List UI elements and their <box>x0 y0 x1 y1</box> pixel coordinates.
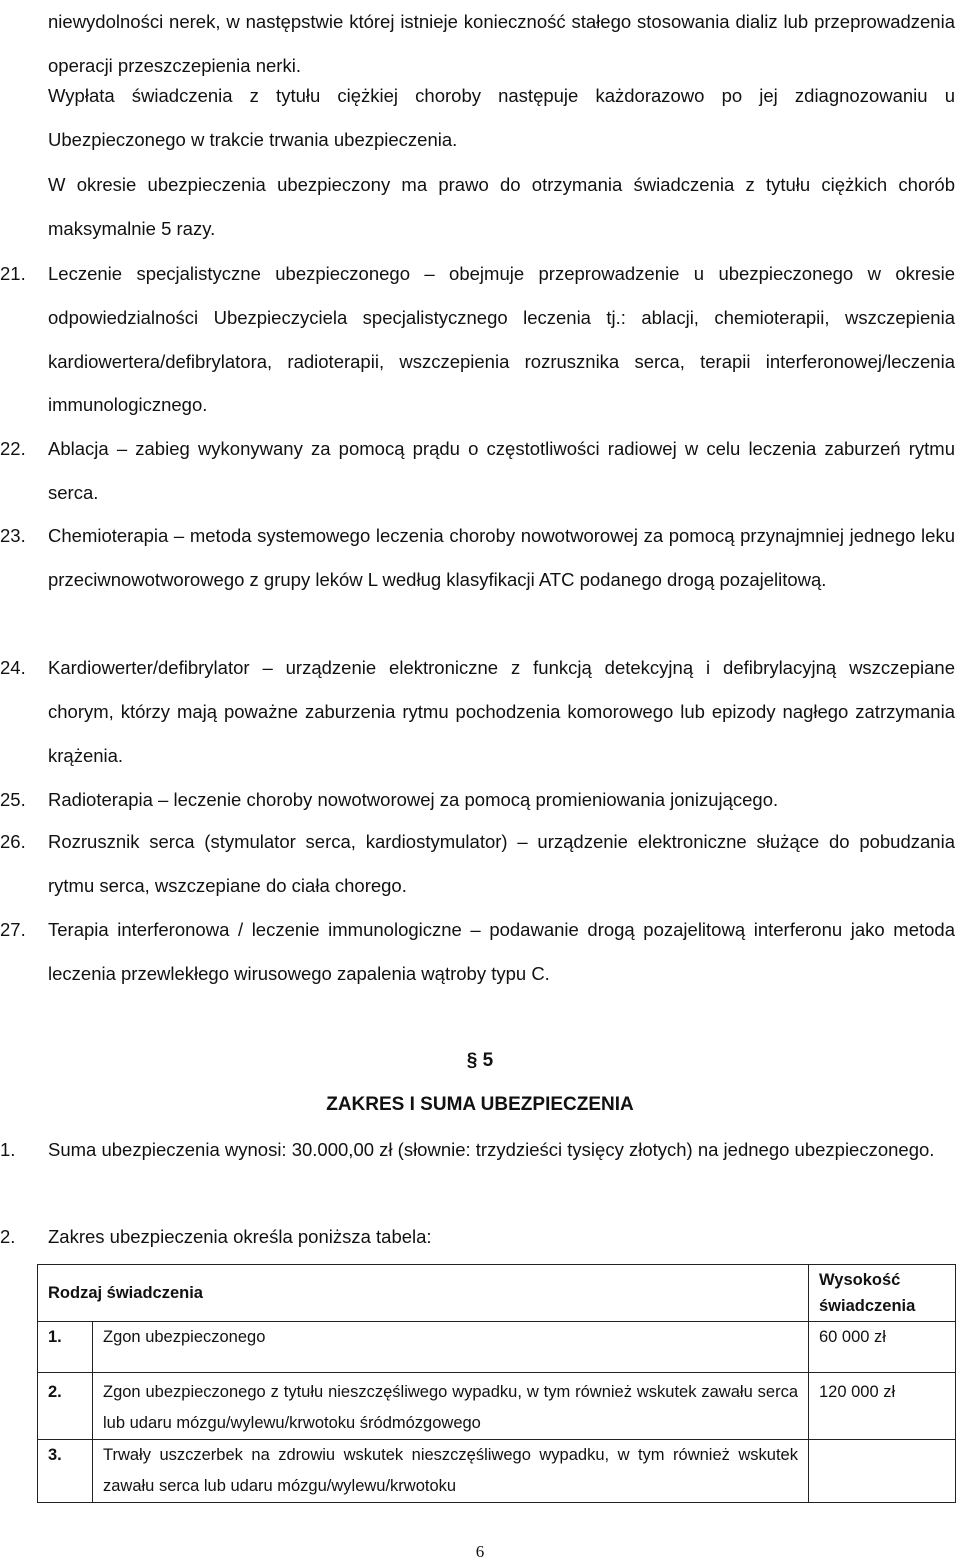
row-description: Zgon ubezpieczonego z tytułu nieszczęśliwego wypadku, w tym również wskutek zawału serca lub udaru mózgu/wylewu/krwotoku śródmózgowego <box>93 1373 809 1440</box>
section-item-text: Zakres ubezpieczenia określa poniższa tabela: <box>48 1226 432 1247</box>
definition-text: Chemioterapia – metoda systemowego leczenia choroby nowotworowej za pomocą przynajmniej jednego leku przeciwnowotworowego z grupy leków L według klasyfikacji ATC podanego drogą pozajelitową. <box>48 525 955 590</box>
section-item-number: 2. <box>0 1226 16 1247</box>
definition-number: 26. <box>0 831 26 852</box>
section-title: ZAKRES I SUMA UBEZPIECZENIA <box>326 1094 634 1115</box>
row-number: 1. <box>38 1322 93 1373</box>
row-amount: 120 000 zł <box>809 1373 956 1440</box>
table-row <box>38 1373 956 1440</box>
row-description: Trwały uszczerbek na zdrowiu wskutek nieszczęśliwego wypadku, w tym również wskutek zawału serca lub udaru mózgu/wylewu/krwotoku <box>93 1440 809 1503</box>
definition-number: 21. <box>0 263 26 284</box>
definition-number: 25. <box>0 789 26 810</box>
table-row <box>38 1440 956 1503</box>
paragraph-payout: Wypłata świadczenia z tytułu ciężkiej choroby następuje każdorazowo po jej zdiagnozowaniu u Ubezpieczonego w trakcie trwania ubezpieczenia. <box>48 85 955 150</box>
row-description: Zgon ubezpieczonego <box>93 1322 809 1373</box>
section-item-text: Suma ubezpieczenia wynosi: 30.000,00 zł (słownie: trzydzieści tysięcy złotych) na jednego ubezpieczonego. <box>48 1139 935 1160</box>
definition-text: Kardiowerter/defibrylator – urządzenie elektroniczne z funkcją detekcyjną i defibrylacyjną wszczepiane chorym, którzy mają poważne zaburzenia rytmu pochodzenia komorowego lub epizody nagłego zatrzymania krążenia. <box>48 657 955 766</box>
table-header-row <box>38 1265 956 1322</box>
row-number: 2. <box>38 1373 93 1440</box>
definition-text: Terapia interferonowa / leczenie immunologiczne – podawanie drogą pozajelitową interferonu jako metoda leczenia przewlekłego wirusowego zapalenia wątroby typu C. <box>48 919 955 984</box>
definition-text: Leczenie specjalistyczne ubezpieczonego – obejmuje przeprowadzenie u ubezpieczonego w okresie odpowiedzialności Ubezpieczyciela specjalistycznego leczenia tj.: ablacji, chemioterapii, wszczepienia kardiowertera/defibrylatora, radioterapii, wszczepienia rozrusznika serca, terapii interferonowej/leczenia immunologicznego. <box>48 263 955 416</box>
definition-number: 23. <box>0 525 26 546</box>
row-amount: 60 000 zł <box>809 1322 956 1373</box>
row-number: 3. <box>38 1440 93 1503</box>
definition-text: Ablacja – zabieg wykonywany za pomocą prądu o częstotliwości radiowej w celu leczenia zaburzeń rytmu serca. <box>48 438 955 503</box>
definition-text: Radioterapia – leczenie choroby nowotworowej za pomocą promieniowania jonizującego. <box>48 789 779 810</box>
definition-number: 27. <box>0 919 26 940</box>
definition-text: Rozrusznik serca (stymulator serca, kardiostymulator) – urządzenie elektroniczne służące do pobudzania rytmu serca, wszczepiane do ciała chorego. <box>48 831 955 896</box>
row-amount <box>809 1440 956 1503</box>
definition-number: 24. <box>0 657 26 678</box>
column-header-type: Rodzaj świadczenia <box>38 1265 809 1322</box>
column-header-amount: Wysokość świadczenia <box>809 1265 956 1322</box>
paragraph-limit: W okresie ubezpieczenia ubezpieczony ma prawo do otrzymania świadczenia z tytułu ciężkich chorób maksymalnie 5 razy. <box>48 174 955 239</box>
page-number: 6 <box>475 1542 485 1561</box>
table-row <box>38 1322 956 1373</box>
section-item-number: 1. <box>0 1139 16 1160</box>
definition-number: 22. <box>0 438 26 459</box>
section-number: § 5 <box>466 1050 494 1071</box>
paragraph-continuation: niewydolności nerek, w następstwie której istnieje konieczność stałego stosowania dializ lub przeprowadzenia operacji przeszczepienia nerki. <box>48 11 955 76</box>
benefits-table <box>37 1264 956 1503</box>
